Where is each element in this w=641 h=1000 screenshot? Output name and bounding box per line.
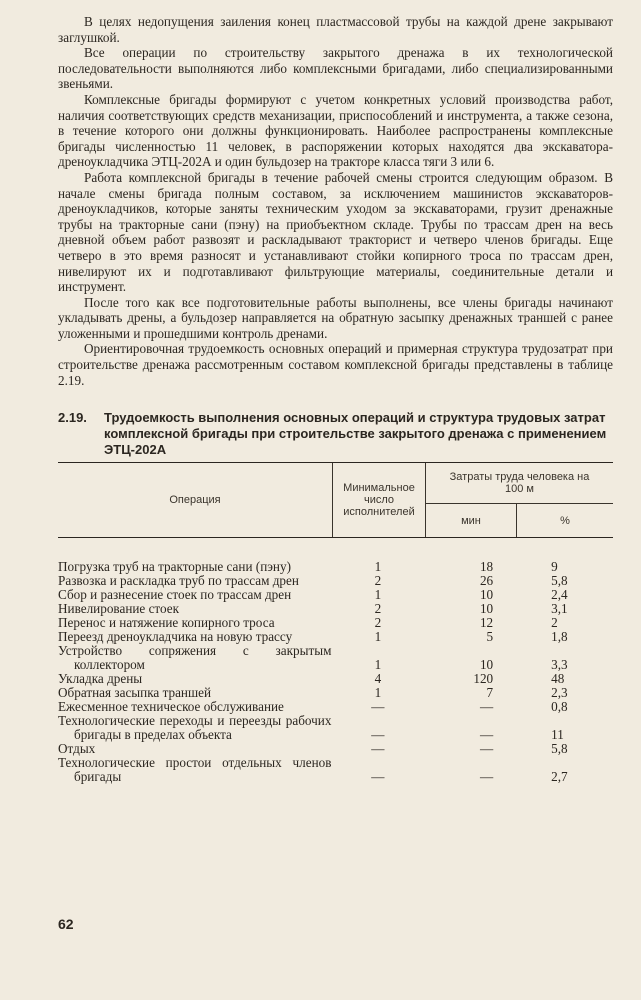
operation-label: Устройство сопряжения с закрытым коллектором [58,643,332,673]
paragraph: После того как все подготовительные работы выполнены, все члены бригады начинают укладывать дрены, а бульдозер направляется на обратную засыпку дренажных траншей с ранее уложенными и прошедшими контроль дренами. [58,294,613,341]
operation-cell [58,672,331,686]
paragraph: Ориентировочная трудоемкость основных операций и примерная структура трудозатрат при строительстве дренажа рассмотренным составом комплексной бригады представлены в таблице 2.19. [58,341,613,388]
minutes-cell: 12 [479,615,494,631]
operation-label: Технологические простои отдельных членов бригады [58,755,332,785]
table-row [58,616,613,630]
operation-cell [58,574,331,588]
workers-cell: 2 [374,601,382,617]
percent-cell: 5,8 [551,741,568,757]
workers-cell: 2 [374,573,382,589]
operation-label: Развозка и раскладка труб по трассам дрен [58,573,299,589]
table-row [58,756,613,784]
operation-cell [58,700,331,714]
percent-cell: 2,7 [551,769,568,785]
body-text [58,14,613,388]
header-labor-cost [426,463,613,504]
minutes-cell: 120 [473,671,494,687]
percent-cell: 9 [551,559,558,575]
percent-cell: 3,3 [551,657,568,673]
workers-cell: 4 [374,671,382,687]
workers-cell: 1 [374,657,382,673]
workers-cell: 1 [374,629,382,645]
minutes-cell: 10 [479,601,494,617]
minutes-cell: 5 [486,629,494,645]
header-min-workers-label: Минимальное число исполнителей [343,482,415,519]
workers-cell: — [371,769,385,785]
workers-cell: — [371,741,385,757]
operation-cell [58,588,331,602]
paragraph: Работа комплексной бригады в течение рабочей смены строится следующим образом. В начале смены бригада полным составом, за исключением машинистов экскаваторов-дреноукладчиков, которые заняты техническим уходом за экскаваторами, грузит дренажные трубы на тракторные сани (пэну) на приобъектном складе. Трубы по трассам дрен на весь дневной объем работ развозят и раскладывают тракторист и четверо членов бригады. Еще четверо в это время разносят и устанавливают стойки копирного троса по трассам дрен, нивелируют их и подготавливают фильтрующие материалы, соединительные детали и инструмент. [58,169,613,295]
percent-cell: 3,1 [551,601,568,617]
table-row [58,686,613,700]
minutes-cell: 18 [479,559,494,575]
workers-cell: 2 [374,615,382,631]
workers-cell: 1 [374,685,382,701]
percent-cell: 1,8 [551,629,568,645]
operation-cell [58,616,331,630]
table-row [58,672,613,686]
operation-label: Укладка дрены [58,671,143,687]
table-row [58,588,613,602]
operation-label: Ежесменное техническое обслуживание [58,699,284,715]
table-row [58,574,613,588]
operation-cell [58,756,331,784]
table-number: 2.19. [58,410,87,426]
operation-label: Перенос и натяжение копирного троса [58,615,275,631]
table-body [58,560,613,784]
table-title: Трудоемкость выполнения основных операций и структура трудовых затрат комплексной бригады при строительстве закрытого дренажа с применением ЭТЦ-202А [104,410,607,458]
percent-cell: 48 [551,671,565,687]
operation-label: Нивелирование стоек [58,601,180,617]
workers-cell: — [371,699,385,715]
table-header [58,462,613,538]
minutes-cell: — [479,741,494,757]
header-minutes: мин [426,504,517,537]
table-caption [58,410,613,458]
minutes-cell: — [479,727,494,743]
header-min-workers [333,463,426,537]
percent-cell: 11 [551,727,564,743]
operation-label: Переезд дреноукладчика на новую трассу [58,629,293,645]
percent-cell: 2 [551,615,558,631]
percent-cell: 0,8 [551,699,568,715]
header-percent: % [560,514,570,527]
paragraph: Все операции по строительству закрытого дренажа в их технологической последовательности выполняются либо комплексными бригадами, либо специализированными звеньями. [58,45,613,92]
table-row [58,560,613,574]
header-labor-cost-label: Затраты труда человека на 100 м [449,471,590,496]
minutes-cell: 7 [486,685,494,701]
table-row [58,644,613,672]
operation-label: Сбор и разнесение стоек по трассам дрен [58,587,292,603]
operation-label: Технологические переходы и переезды рабочих бригады в пределах объекта [58,713,332,743]
workers-cell: — [371,727,385,743]
minutes-cell: — [479,769,494,785]
minutes-cell: 10 [479,657,494,673]
paragraph: Комплексные бригады формируют с учетом конкретных условий производства работ, наличия соответствующих средств механизации, приспособлений и инструмента, а также сезона, в течение которого они должны функционировать. Наиболее распространены комплексные бригады численностью 11 человек, в распоряжении которых находятся два экскаватора-дреноукладчика ЭТЦ-202А и один бульдозер на тракторе класса тяги 3 или 6. [58,91,613,170]
percent-cell: 5,8 [551,573,568,589]
operation-cell [58,560,331,574]
minutes-cell: 10 [479,587,494,603]
table-row [58,700,613,714]
table-row [58,714,613,742]
table-row [58,630,613,644]
percent-cell: 2,4 [551,587,568,603]
workers-cell: 1 [374,559,382,575]
operation-cell [58,644,331,672]
operation-cell [58,714,331,742]
table-row [58,602,613,616]
operation-cell [58,602,331,616]
minutes-cell: 26 [479,573,494,589]
operation-cell [58,742,331,756]
header-operation: Операция [58,463,333,537]
operation-cell [58,686,331,700]
percent-cell: 2,3 [551,685,568,701]
workers-cell: 1 [374,587,382,603]
operation-label: Обратная засыпка траншей [58,685,212,701]
minutes-cell: — [479,699,494,715]
operation-label: Отдых [58,741,96,757]
paragraph: В целях недопущения заиления конец пластмассовой трубы на каждой дрене закрывают заглушкой. [58,14,613,45]
operation-cell [58,630,331,644]
table-row [58,742,613,756]
page-number: 62 [58,916,74,932]
operation-label: Погрузка труб на тракторные сани (пэну) [58,559,291,575]
